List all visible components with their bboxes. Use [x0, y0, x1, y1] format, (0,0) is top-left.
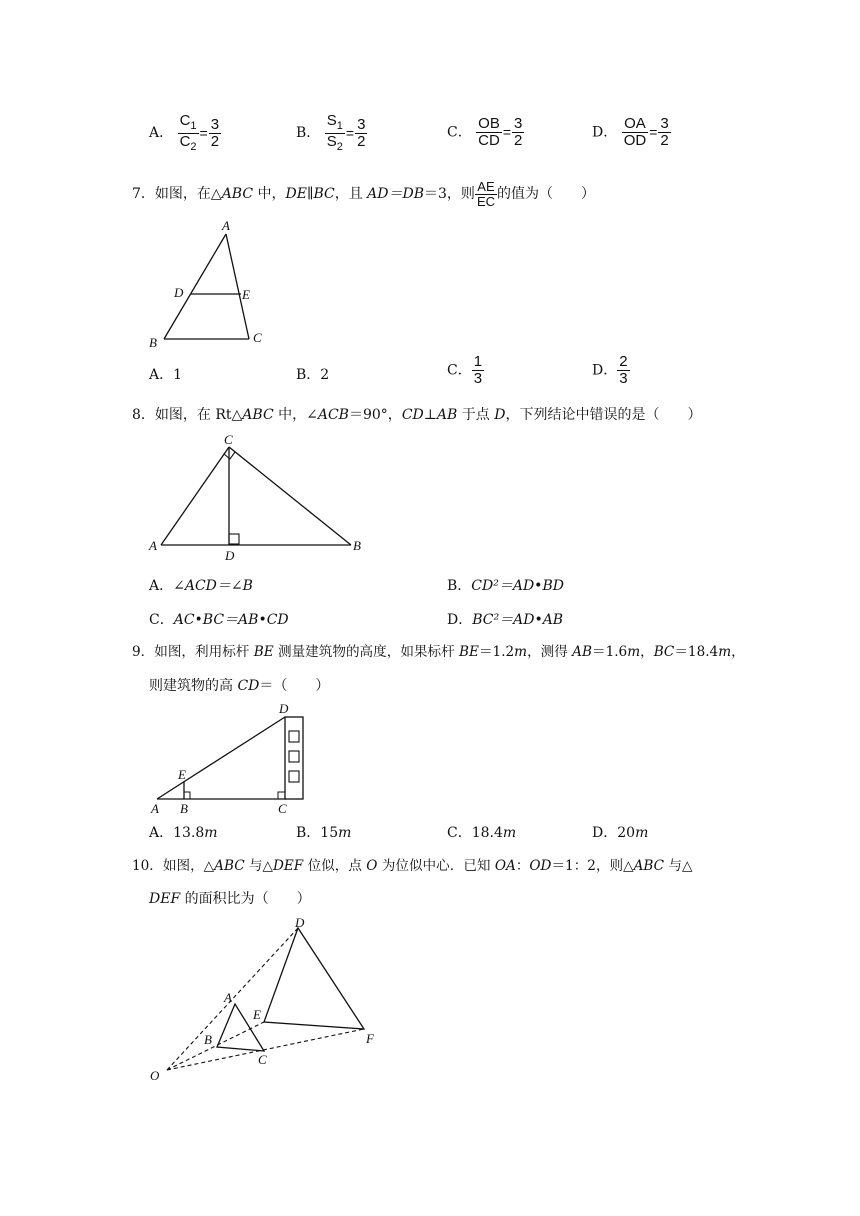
label-b: B: [353, 538, 361, 553]
label-c: C: [224, 432, 233, 447]
right-angle-mark-b: [184, 792, 190, 799]
label-o: O: [150, 1068, 160, 1083]
label-d: D: [295, 915, 305, 930]
label-b: B: [204, 1032, 212, 1047]
building-window: [289, 771, 299, 782]
label-d: D: [225, 548, 235, 563]
label-a: A: [149, 538, 157, 553]
fraction: $\frac{OA}{OD}$: [623, 115, 647, 149]
building-window: [289, 731, 299, 742]
label-a: A: [222, 218, 230, 233]
label-c: C: [253, 330, 262, 345]
q10-homothety-figure: [140, 915, 400, 1095]
q9-option-d[interactable]: D．20m: [592, 825, 649, 841]
q8-right-triangle-figure: [140, 428, 380, 568]
ray-oe: [167, 1022, 264, 1070]
segment-ac: [161, 447, 229, 545]
fraction: $\frac{3}{2}$: [210, 115, 220, 150]
q7-stem: 7．如图，在△ABC 中，DE∥BC，且 AD＝DB＝3，则 $\frac{AE}{EC}$ 的值为（ ）: [132, 179, 595, 209]
label-e: E: [178, 767, 186, 782]
fraction: $\frac{OB}{CD}$: [478, 115, 500, 149]
fraction: $\frac{AE}{EC}$: [476, 179, 495, 209]
building-window: [289, 751, 299, 762]
q6-option-c[interactable]: C． $\frac{OB}{CD}$ = $\frac{3}{2}$: [447, 115, 523, 149]
q9-option-a[interactable]: A．13.8m: [149, 825, 218, 841]
fraction: $\frac{3}{2}$: [514, 115, 523, 149]
label-f: F: [366, 1031, 374, 1046]
q8-option-c[interactable]: C．AC•BC＝AB•CD: [149, 612, 289, 628]
q7-option-c[interactable]: C． $\frac{1}{3}$: [447, 353, 483, 387]
right-angle-mark-c: [278, 792, 285, 799]
label-c: C: [258, 1052, 267, 1067]
label-c: C: [278, 801, 287, 816]
q7-option-a[interactable]: A．1: [149, 367, 183, 383]
sight-line: [157, 717, 285, 799]
q9-stem-line2: 则建筑物的高 CD＝（ ）: [149, 678, 330, 694]
label-b: B: [149, 335, 157, 350]
label-e: E: [242, 287, 250, 302]
label-b: B: [180, 801, 188, 816]
building-cd: [285, 717, 303, 799]
triangle-def: [264, 928, 364, 1029]
q6-option-d[interactable]: D． $\frac{OA}{OD}$ = $\frac{3}{2}$: [592, 115, 669, 149]
fraction: $\frac{C_1}{C_2}$: [179, 112, 197, 153]
q6-option-a[interactable]: A． $\frac{C_1}{C_2}$ = $\frac{3}{2}$: [149, 112, 220, 153]
label-a: A: [151, 801, 159, 816]
q7-option-d[interactable]: D． $\frac{2}{3}$: [592, 353, 628, 387]
fraction: $\frac{S_1}{S_2}$: [326, 112, 343, 153]
q8-option-b[interactable]: B．CD²＝AD•BD: [447, 578, 564, 594]
q9-building-figure: [140, 698, 320, 822]
q8-option-d[interactable]: D．BC²＝AD•AB: [447, 612, 564, 628]
fraction: $\frac{2}{3}$: [619, 353, 628, 387]
label-a: A: [224, 990, 232, 1005]
q9-stem-line1: 9．如图，利用标杆 BE 测量建筑物的高度，如果标杆 BE＝1.2m，测得 AB＝1.6m，BC＝18.4m，: [132, 644, 745, 660]
q6-option-b[interactable]: B． $\frac{S_1}{S_2}$ = $\frac{3}{2}$: [296, 112, 366, 153]
q9-option-b[interactable]: B．15m: [296, 825, 352, 841]
label-d: D: [279, 701, 289, 716]
q10-stem-line1: 10．如图，△ABC 与△DEF 位似，点 O 为位似中心．已知 OA：OD＝1：2，则△ABC 与△: [132, 858, 693, 874]
fraction: $\frac{1}{3}$: [473, 353, 483, 387]
q7-option-b[interactable]: B．2: [296, 367, 330, 383]
fraction: $\frac{3}{2}$: [357, 115, 366, 150]
label-e: E: [253, 1007, 261, 1022]
segment-bc: [229, 447, 351, 545]
right-angle-mark-d: [229, 534, 239, 544]
q8-stem: 8．如图，在 Rt△ABC 中，∠ACB＝90°，CD⊥AB 于点 D，下列结论中错误的是（ ）: [132, 407, 702, 423]
q10-stem-line2: DEF 的面积比为（ ）: [149, 891, 311, 907]
q8-option-a[interactable]: A．∠ACD＝∠B: [149, 578, 253, 594]
q7-triangle-figure: [140, 215, 280, 355]
label-d: D: [174, 285, 184, 300]
fraction: $\frac{3}{2}$: [660, 115, 669, 149]
q9-option-c[interactable]: C．18.4m: [447, 825, 517, 841]
